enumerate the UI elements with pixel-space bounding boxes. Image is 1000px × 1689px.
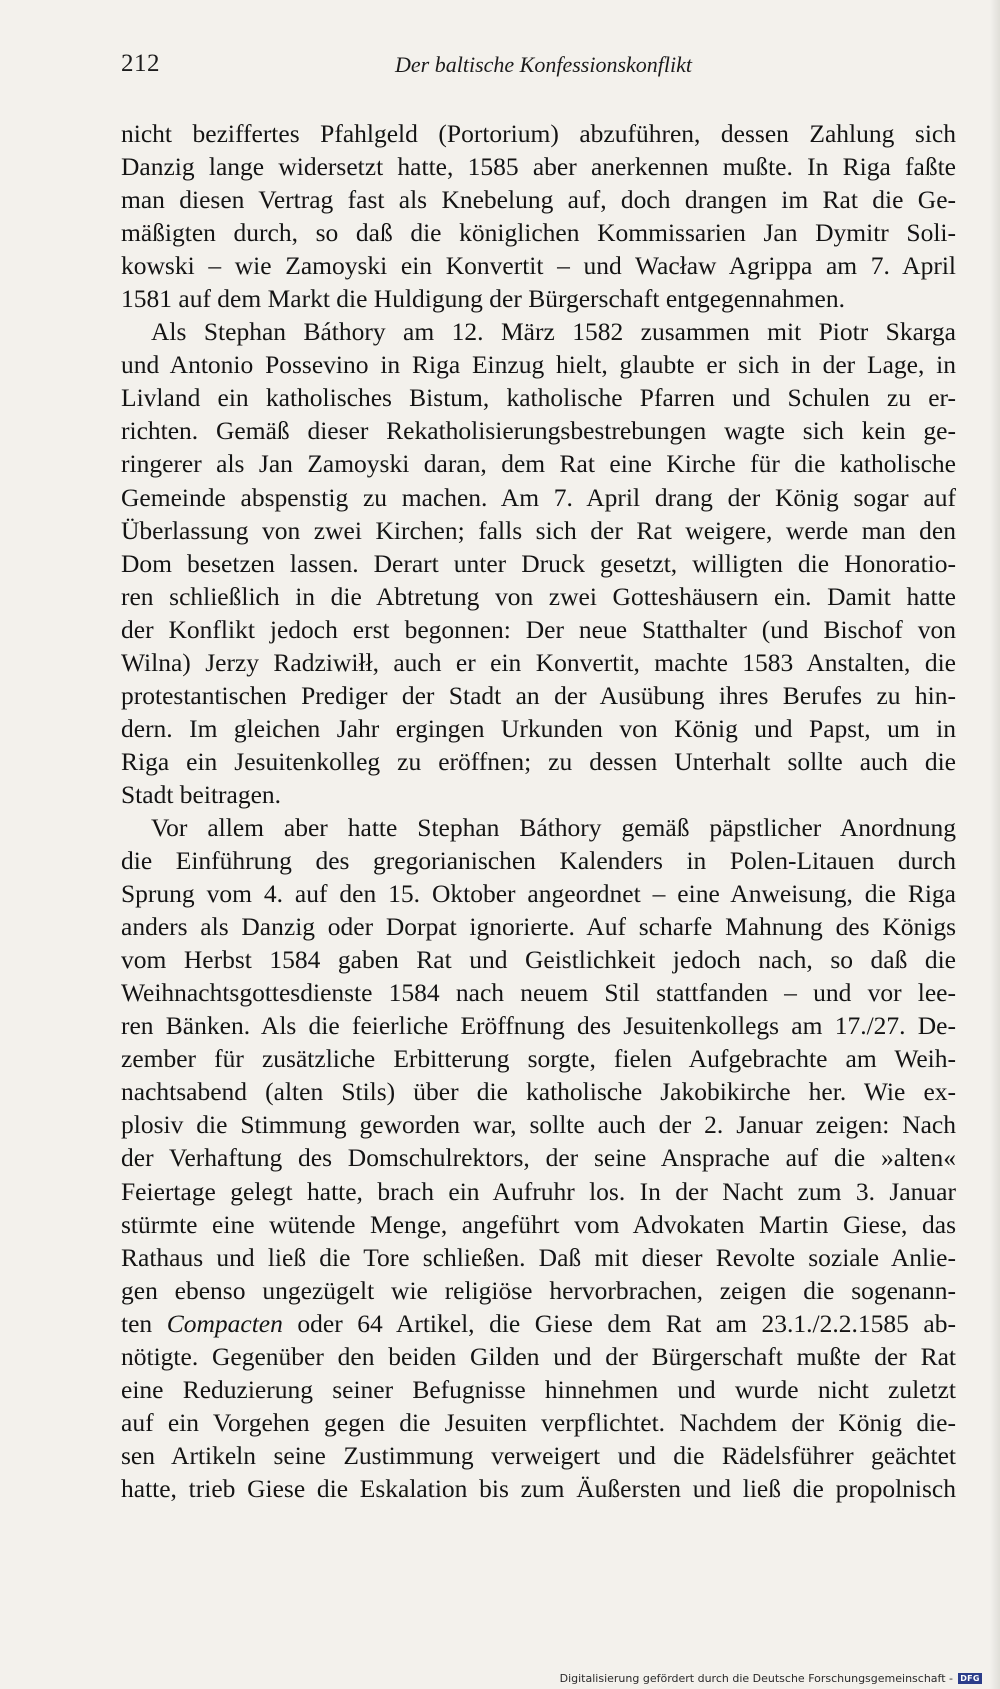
- text-line: nicht beziffertes Pfahlgeld (Portorium) abzuführen, dessen Zahlung sich: [121, 119, 956, 148]
- text-line: vom Herbst 1584 gaben Rat und Geistlichkeit jedoch nach, so daß die: [121, 945, 956, 975]
- text-line: Rathaus und ließ die Tore schließen. Daß mit dieser Revolte soziale Anlie-: [121, 1242, 956, 1272]
- text-line: Als Stephan Báthory am 12. März 1582 zusammen mit Piotr Skarga: [151, 317, 956, 347]
- text-line: Gemeinde abspenstig zu machen. Am 7. April drang der König sogar auf: [121, 482, 956, 512]
- text-line: man diesen Vertrag fast als Knebelung auf, doch drangen im Rat die Ge-: [121, 185, 956, 215]
- text-line: Dom besetzen lassen. Derart unter Druck gesetzt, willigten die Honoratio-: [121, 548, 956, 578]
- text-line: Feiertage gelegt hatte, brach ein Aufruhr los. In der Nacht zum 3. Januar: [121, 1176, 956, 1206]
- text-line: gen ebenso ungezügelt wie religiöse hervorbrachen, zeigen die sogenann-: [121, 1275, 956, 1305]
- text-line: protestantischen Prediger der Stadt an der Ausübung ihres Berufes zu hin-: [121, 680, 956, 710]
- page-edge-shadow: [990, 0, 1000, 1689]
- text-line: Sprung vom 4. auf den 15. Oktober angeordnet – eine Anweisung, die Riga: [121, 879, 956, 909]
- text-line: Riga ein Jesuitenkolleg zu eröffnen; zu dessen Unterhalt sollte auch die: [121, 746, 956, 776]
- italic-title: Compacten: [166, 1308, 283, 1338]
- text-line: eine Reduzierung seiner Befugnisse hinnehmen und wurde nicht zuletzt: [121, 1374, 956, 1404]
- text-line: zember für zusätzliche Erbitterung sorgte, fielen Aufgebrachte am Weih-: [121, 1044, 956, 1074]
- text-line: dern. Im gleichen Jahr ergingen Urkunden von König und Papst, um in: [121, 713, 956, 743]
- running-title: Der baltische Konfessionskonflikt: [395, 52, 692, 77]
- text-line: ren schließlich in die Abtretung von zwei Gotteshäusern ein. Damit hatte: [121, 581, 956, 611]
- text-line: Weihnachtsgottesdienste 1584 nach neuem Stil stattfanden – und vor lee-: [121, 978, 956, 1008]
- text-line: anders als Danzig oder Dorpat ignorierte. Auf scharfe Mahnung des Königs: [121, 912, 956, 942]
- funding-note: Digitalisierung gefördert durch die Deutsche Forschungsgemeinschaft -: [559, 1671, 953, 1685]
- text-line: Livland ein katholisches Bistum, katholische Pfarren und Schulen zu er-: [121, 383, 956, 413]
- text-line: Überlassung von zwei Kirchen; falls sich der Rat weigere, werde man den: [121, 515, 956, 545]
- text-line: nachtsabend (alten Stils) über die katholische Jakobikirche her. Wie ex-: [121, 1077, 956, 1107]
- text-line: plosiv die Stimmung geworden war, sollte auch der 2. Januar zeigen: Nach: [121, 1110, 956, 1140]
- page-number: 212: [121, 50, 160, 77]
- text-line: stürmte eine wütende Menge, angeführt vom Advokaten Martin Giese, das: [121, 1209, 956, 1239]
- text-line: Danzig lange widersetzt hatte, 1585 aber anerkennen mußte. In Riga faßte: [121, 152, 956, 182]
- text-line: mäßigten durch, so daß die königlichen Kommissarien Jan Dymitr Soli-: [121, 218, 956, 248]
- text-line: die Einführung des gregorianischen Kalenders in Polen-Litauen durch: [121, 846, 956, 876]
- text-line: der Verhaftung des Domschulrektors, der seine Ansprache auf die »alten«: [121, 1143, 956, 1173]
- text-line: Wilna) Jerzy Radziwiłł, auch er ein Konvertit, machte 1583 Anstalten, die: [121, 647, 956, 677]
- text-line: kowski – wie Zamoyski ein Konvertit – und Wacław Agrippa am 7. April: [121, 251, 956, 281]
- text-line: auf ein Vorgehen gegen die Jesuiten verpflichtet. Nachdem der König die-: [121, 1407, 956, 1437]
- text-line: ringerer als Jan Zamoyski daran, dem Rat eine Kirche für die katholische: [121, 449, 956, 479]
- text-line: nötigte. Gegenüber den beiden Gilden und der Bürgerschaft mußte der Rat: [121, 1341, 956, 1371]
- digitization-footer: [560, 1670, 982, 1686]
- text-line: Stadt beitragen.: [121, 779, 282, 809]
- text-line: sen Artikeln seine Zustimmung verweigert und die Rädelsführer geächtet: [121, 1440, 956, 1470]
- page-header: [121, 50, 692, 86]
- text-line: richten. Gemäß dieser Rekatholisierungsbestrebungen wagte sich kein ge-: [121, 416, 956, 446]
- text-line: ren Bänken. Als die feierliche Eröffnung des Jesuitenkollegs am 17./27. De-: [121, 1011, 956, 1041]
- text-line: der Konflikt jedoch erst begonnen: Der neue Statthalter (und Bischof von: [121, 614, 956, 644]
- text-line: und Antonio Possevino in Riga Einzug hielt, glaubte er sich in der Lage, in: [121, 350, 956, 380]
- text-line: 1581 auf dem Markt die Huldigung der Bürgerschaft entgegennahmen.: [121, 284, 845, 314]
- text-line: ten Compacten oder 64 Artikel, die Giese dem Rat am 23.1./2.2.1585 ab-: [121, 1308, 956, 1338]
- body-text: [121, 117, 956, 1505]
- text-line: hatte, trieb Giese die Eskalation bis zum Äußersten und ließ die propolnisch: [121, 1473, 956, 1503]
- text-line: Vor allem aber hatte Stephan Báthory gemäß päpstlicher Anordnung: [151, 812, 956, 842]
- dfg-logo: DFG: [958, 1673, 982, 1684]
